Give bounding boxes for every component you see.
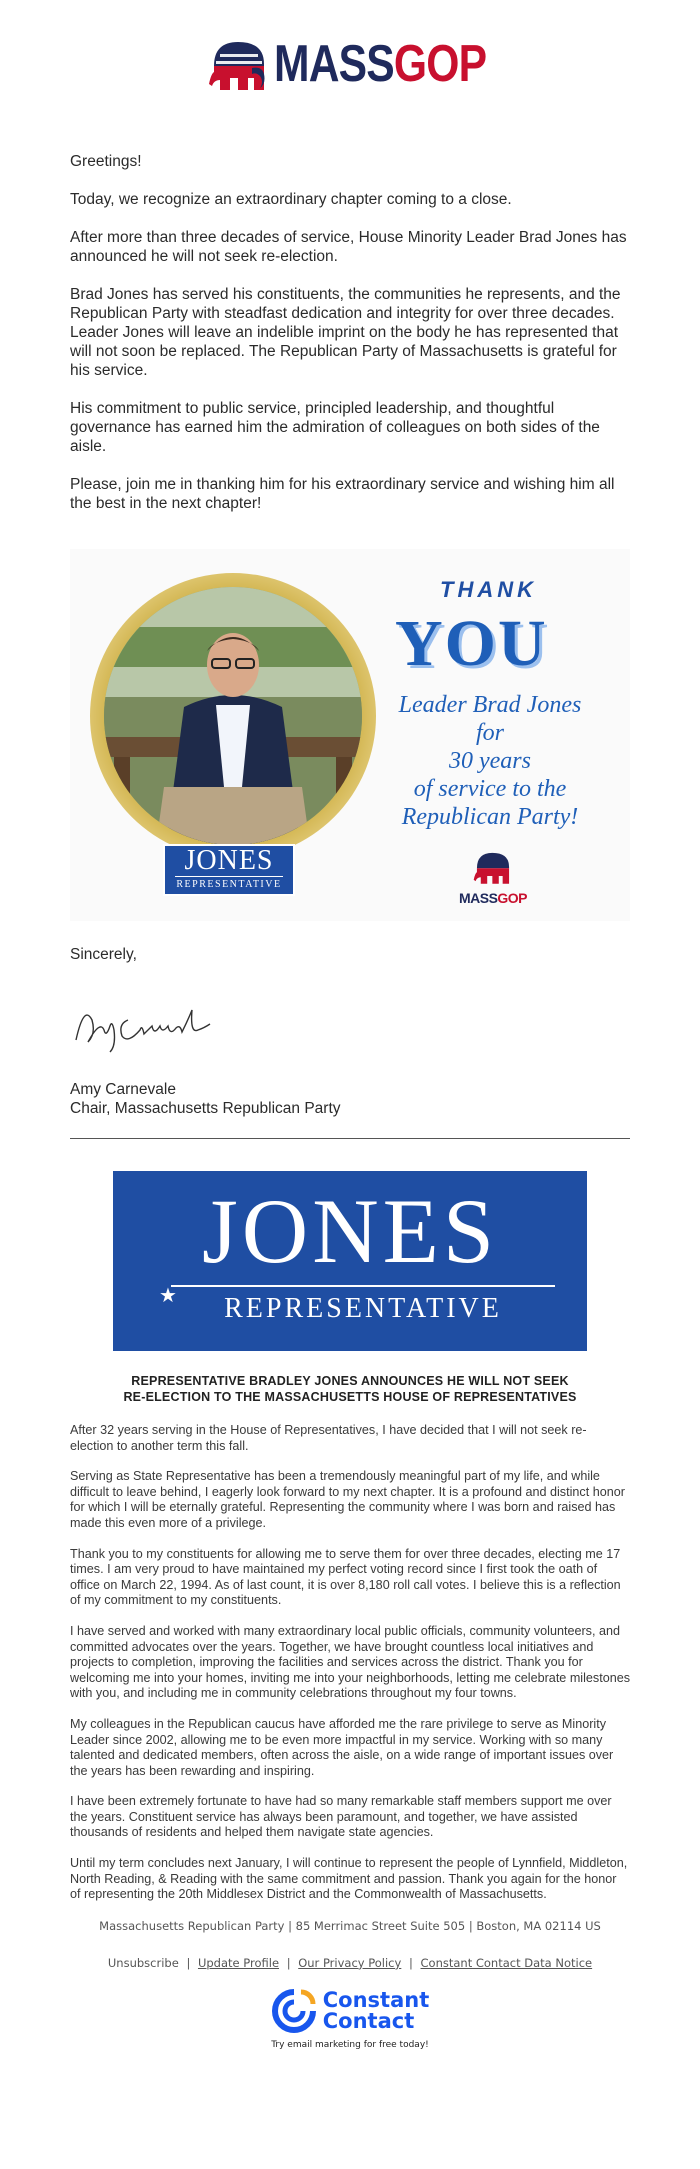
release-headline [0, 1373, 700, 1405]
massgop-mini-logo [458, 849, 528, 906]
mini-logo-gop: GOP [497, 890, 528, 906]
cc-line2: Contact [322, 2008, 415, 2033]
cc-tagline[interactable]: Try email marketing for free today! [271, 2039, 429, 2050]
release-body [0, 1423, 700, 1903]
message-line: of service to the [413, 776, 567, 802]
letter-body [0, 152, 700, 513]
elephant-logo-icon [473, 849, 513, 885]
closing: Sincerely, [70, 946, 137, 963]
badge-name: JONES [184, 845, 274, 876]
portrait-illustration [104, 587, 362, 845]
signer-title: Chair, Massachusetts Republican Party [70, 1100, 341, 1117]
massgop-logo[interactable] [208, 36, 493, 92]
release-paragraph: After 32 years serving in the House of Representatives, I have decided that I will not seek re-election to another term this fall. [70, 1423, 587, 1453]
badge-role: REPRESENTATIVE [175, 876, 283, 890]
elephant-logo-icon [208, 36, 270, 92]
release-paragraph: Until my term concludes next January, I will continue to represent the people of Lynnfield, Middleton, North Reading, & Reading with the same commitment and passion. Thank you again for the honor of representing the 20th Middlesex District and the Commonwealth of Massachusetts. [70, 1856, 628, 1902]
unsubscribe-link[interactable]: Unsubscribe [107, 1955, 179, 1970]
update-profile-link[interactable]: Update Profile [197, 1955, 280, 1970]
footer-address: Massachusetts Republican Party | 85 Merrimac Street Suite 505 | Boston, MA 02114 US [99, 1918, 601, 1933]
handwritten-signature [70, 990, 220, 1056]
letter-paragraph: Today, we recognize an extraordinary chapter coming to a close. [70, 191, 512, 208]
signer-name: Amy Carnevale [70, 1081, 176, 1098]
headline-line: REPRESENTATIVE BRADLEY JONES ANNOUNCES HE WILL NOT SEEK [131, 1374, 569, 1388]
link-separator: | [186, 1955, 191, 1970]
cc-line1: Constant [322, 1987, 430, 2012]
link-separator: | [408, 1955, 413, 1970]
release-paragraph: I have served and worked with many extraordinary local public officials, community volunteers, and committed advocates over the years. Together, we have brought countless local initiatives and projects to completion, improving the facilities and services across the district. Thank you for welcoming me into your homes, inviting me into your neighborhoods, letting me celebrate milestones with you, and including me in community celebrations throughout my four towns. [70, 1623, 631, 1701]
jones-logo-role: REPRESENTATIVE [171, 1285, 555, 1325]
constant-contact-icon [271, 1988, 317, 2034]
release-paragraph: Serving as State Representative has been a tremendously meaningful part of my life, and while difficult to leave behind, I eagerly look forward to my next chapter. It is a profound and distinct honor for which I will be eternally grateful. Representing the community where I was born and raised has made this even more of a privilege. [70, 1469, 625, 1530]
message-line: Republican Party! [401, 804, 579, 830]
letter-paragraph: Brad Jones has served his constituents, the communities he represents, and the Republican Party with steadfast dedication and integrity for over three decades. Leader Jones will leave an indelible imprint on the body he has represented that will not soon be replaced. The Republican Party of Massachusetts is grateful for his service. [70, 286, 621, 379]
you-text: YOU [395, 607, 548, 680]
brad-jones-photo [104, 587, 362, 845]
headline-line: RE-ELECTION TO THE MASSACHUSETTS HOUSE OF REPRESENTATIVES [123, 1390, 577, 1404]
jones-logo-name: JONES [201, 1180, 499, 1282]
signature [70, 990, 630, 1060]
message-line: for [475, 720, 504, 746]
message-line: Leader Brad Jones [398, 692, 582, 718]
logo-mass: MASS [273, 35, 394, 93]
divider [70, 1138, 630, 1139]
footer [0, 1918, 700, 2050]
link-separator: | [286, 1955, 291, 1970]
thank-you-message [370, 691, 610, 831]
logo-gop: GOP [393, 35, 486, 93]
jones-representative-logo [113, 1171, 587, 1351]
footer-links [0, 1956, 700, 1970]
thank-you-banner [70, 549, 630, 921]
jones-badge-small [163, 844, 295, 896]
mini-logo-mass: MASS [458, 890, 498, 906]
constant-contact-logo[interactable] [0, 1988, 700, 2034]
massgop-wordmark [273, 35, 486, 93]
privacy-policy-link[interactable]: Our Privacy Policy [298, 1955, 402, 1970]
letter-paragraph: After more than three decades of service, House Minority Leader Brad Jones has announced he will not seek re-election. [70, 229, 627, 265]
star-icon: ★ [159, 1285, 177, 1307]
letter-paragraph: His commitment to public service, principled leadership, and thoughtful governance has earned him the admiration of colleagues on both sides of the aisle. [70, 400, 600, 455]
release-paragraph: Thank you to my constituents for allowing me to serve them for over three decades, electing me 17 times. I am very proud to have maintained my perfect voting record since I first took the oath of office on March 22, 1994. As of last count, it is over 8,180 roll call votes. I believe this is a reflection of my commitment to my constituents. [70, 1546, 621, 1608]
signoff [0, 945, 700, 1118]
message-line: 30 years [449, 748, 531, 774]
release-paragraph: I have been extremely fortunate to have had so many remarkable staff members support me over the years. Constituent service has always been paramount, and together, we have assisted thousands of residents and helped them navigate state agencies. [70, 1794, 612, 1840]
letter-paragraph: Please, join me in thanking him for his extraordinary service and wishing him all the best in the next chapter! [70, 476, 615, 512]
letter-paragraph: Greetings! [70, 153, 142, 170]
thank-text: THANK [440, 577, 537, 602]
data-notice-link[interactable]: Constant Contact Data Notice [420, 1955, 593, 1970]
header [0, 0, 700, 128]
release-paragraph: My colleagues in the Republican caucus have afforded me the rare privilege to serve as Minority Leader since 2002, allowing me to be even more impactful in my service. Working with so many talented and dedicated members, often across the aisle, on a wide range of important issues over the years has been rewarding and inspiring. [70, 1716, 614, 1778]
